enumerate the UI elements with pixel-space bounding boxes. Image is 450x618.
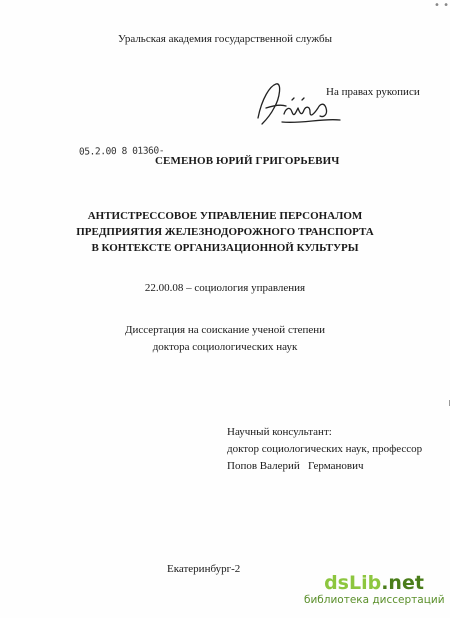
author-name: СЕМЕНОВ ЮРИЙ ГРИГОРЬЕВИЧ bbox=[155, 155, 340, 167]
consultant-degree: доктор социологических наук, профессор bbox=[227, 443, 423, 455]
institution-name: Уральская академия государственной службы bbox=[118, 33, 332, 45]
consultant-name: Попов Валерий Германович bbox=[227, 460, 364, 472]
rights-note: На правах рукописи bbox=[326, 86, 420, 98]
corner-dots: • • bbox=[434, 0, 449, 11]
scientific-consultant bbox=[227, 424, 422, 475]
handwritten-signature bbox=[252, 78, 342, 142]
consultant-label: Научный консультант: bbox=[227, 426, 332, 438]
degree-line: Диссертация на соискание ученой степени bbox=[124, 324, 326, 336]
title-line: АНТИСТРЕССОВОЕ УПРАВЛЕНИЕ ПЕРСОНАЛОМ bbox=[87, 210, 363, 222]
degree-statement bbox=[0, 322, 450, 356]
city-year: Екатеринбург-2 bbox=[167, 563, 241, 575]
watermark-subtitle: библиотека диссертаций bbox=[304, 594, 445, 606]
degree-line: доктора социологических наук bbox=[152, 341, 298, 353]
dissertation-title bbox=[0, 208, 450, 256]
watermark[interactable] bbox=[304, 572, 444, 607]
logo-main: dsLib bbox=[324, 572, 382, 594]
archive-stamp: 05.2.00 8 01360- bbox=[78, 145, 165, 158]
specialty-code: 22.00.08 – социология управления bbox=[144, 282, 306, 294]
title-line: ПРЕДПРИЯТИЯ ЖЕЛЕЗНОДОРОЖНОГО ТРАНСПОРТА bbox=[76, 226, 374, 238]
watermark-logo[interactable] bbox=[304, 572, 444, 594]
logo-suffix: .net bbox=[381, 572, 424, 594]
title-line: В КОНТЕКСТЕ ОРГАНИЗАЦИОННОЙ КУЛЬТУРЫ bbox=[91, 242, 359, 254]
